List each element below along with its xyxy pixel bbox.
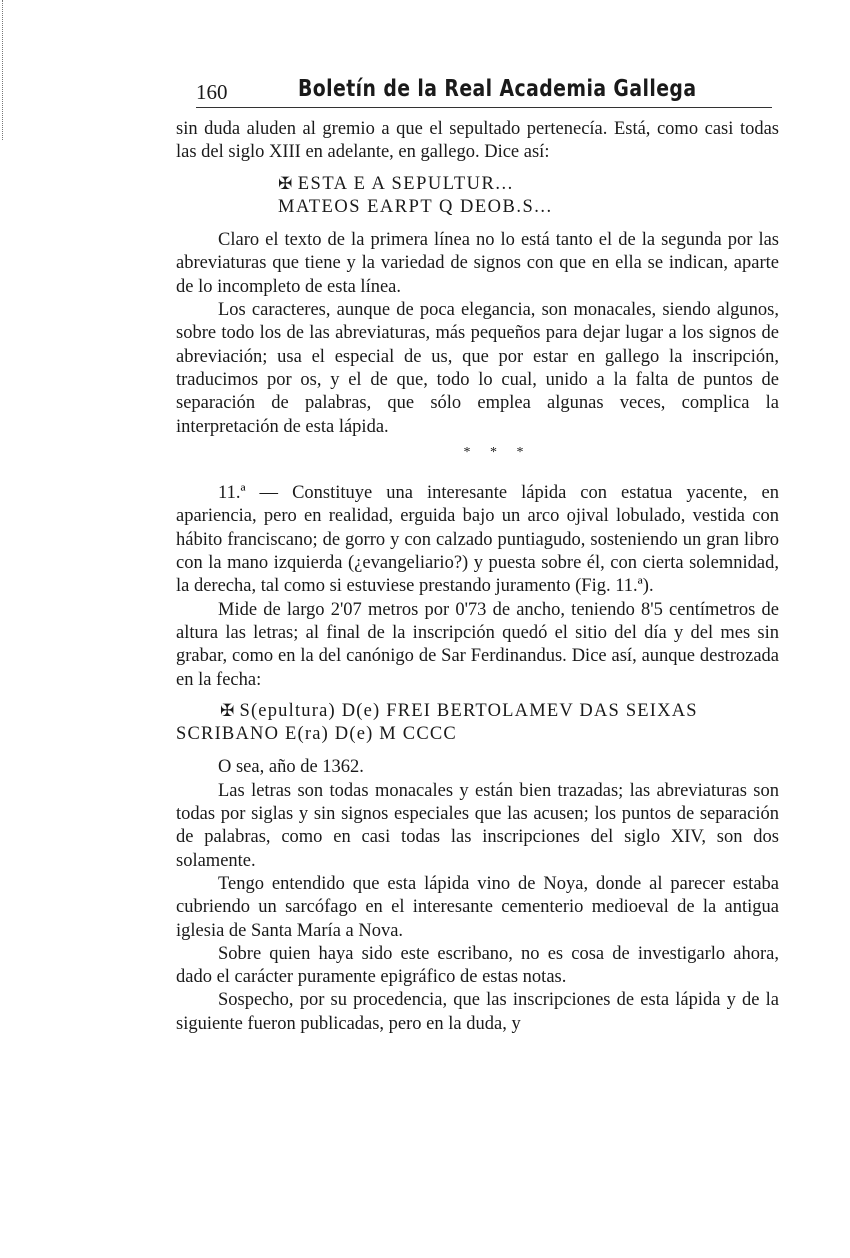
page-header bbox=[196, 76, 776, 106]
running-title: Boletín de la Real Academia Gallega bbox=[298, 76, 697, 102]
inscription-2: ✠ S(epultura) D(e) FREI BERTOLAMEV DAS SEIXAS SCRIBANO E(ra) D(e) M CCCC bbox=[176, 700, 698, 745]
cross-icon: ✠ bbox=[220, 700, 236, 721]
section-separator: * * * bbox=[463, 444, 532, 460]
paragraph: sin duda aluden al gremio a que el sepultado pertenecía. Está, como casi todas las del siglo XIII en adelante, en gallego. Dice así: bbox=[176, 119, 779, 163]
inscription-line: MATEOS EARPT Q DEOB.S... bbox=[278, 196, 553, 217]
paragraph: Sospecho, por su procedencia, que las inscripciones de esta lápida y de la siguiente fueron publicadas, pero en la duda, y bbox=[176, 990, 779, 1034]
inscription-line: ✠ ESTA E A SEPULTUR... bbox=[278, 173, 514, 194]
scan-edge-marks bbox=[2, 0, 6, 140]
paragraph: Claro el texto de la primera línea no lo está tanto el de la segunda por las abreviaturas que tiene y la variedad de signos con que en ella se indican, aparte de lo incompleto de esta línea. bbox=[176, 230, 779, 297]
paragraph: Los caracteres, aunque de poca elegancia, son monacales, siendo algunos, sobre todo los de las abreviaturas, más pequeños para dejar lugar a los signos de abreviación; usa el especial de us, que por estar en gallego la inscripción, traducimos por os, y el de que, todo lo cual, unido a la falta de puntos de separación de palabras, que sólo emplea algunas veces, complica la interpretación de esta lápida. bbox=[176, 300, 779, 437]
cross-icon: ✠ bbox=[278, 173, 294, 194]
paragraph: Tengo entendido que esta lápida vino de Noya, donde al parecer estaba cubriendo un sarcófago en el interesante cementerio medioeval de la antigua iglesia de Santa María a Nova. bbox=[176, 873, 779, 941]
paragraph: 11.ª — Constituye una interesante lápida con estatua yacente, en apariencia, pero en realidad, erguida bajo un arco ojival lobulado, vestida con hábito franciscano; de gorro y con calzado puntiagudo, sosteniendo un gran libro con la mano izquierda (¿evangeliario?) y puesta sobre él, con cierta solemnidad, la derecha, tal como si estuviese prestando juramento (Fig. 11.ª). bbox=[176, 483, 779, 597]
inscription-1 bbox=[176, 173, 779, 220]
header-rule bbox=[196, 107, 772, 108]
paragraph: O sea, año de 1362. bbox=[218, 757, 364, 778]
paragraph: Mide de largo 2'07 metros por 0'73 de ancho, teniendo 8'5 centímetros de altura las letras; al final de la inscripción quedó el sitio del día y del mes sin grabar, como en la del canónigo de Sar Ferdinandus. Dice así, aunque destrozada en la fecha: bbox=[176, 599, 779, 690]
paragraph: Las letras son todas monacales y están bien trazadas; las abreviaturas son todas por siglas y sin signos especiales que las acusen; los puntos de separación de palabras, como en casi todas las inscripciones del siglo XIV, son dos solamente. bbox=[176, 780, 779, 871]
page-number: 160 bbox=[196, 80, 228, 104]
paragraph: Sobre quien haya sido este escribano, no es cosa de investigarlo ahora, dado el carácter puramente epigráfico de estas notas. bbox=[176, 943, 779, 988]
page-body bbox=[176, 118, 779, 1036]
